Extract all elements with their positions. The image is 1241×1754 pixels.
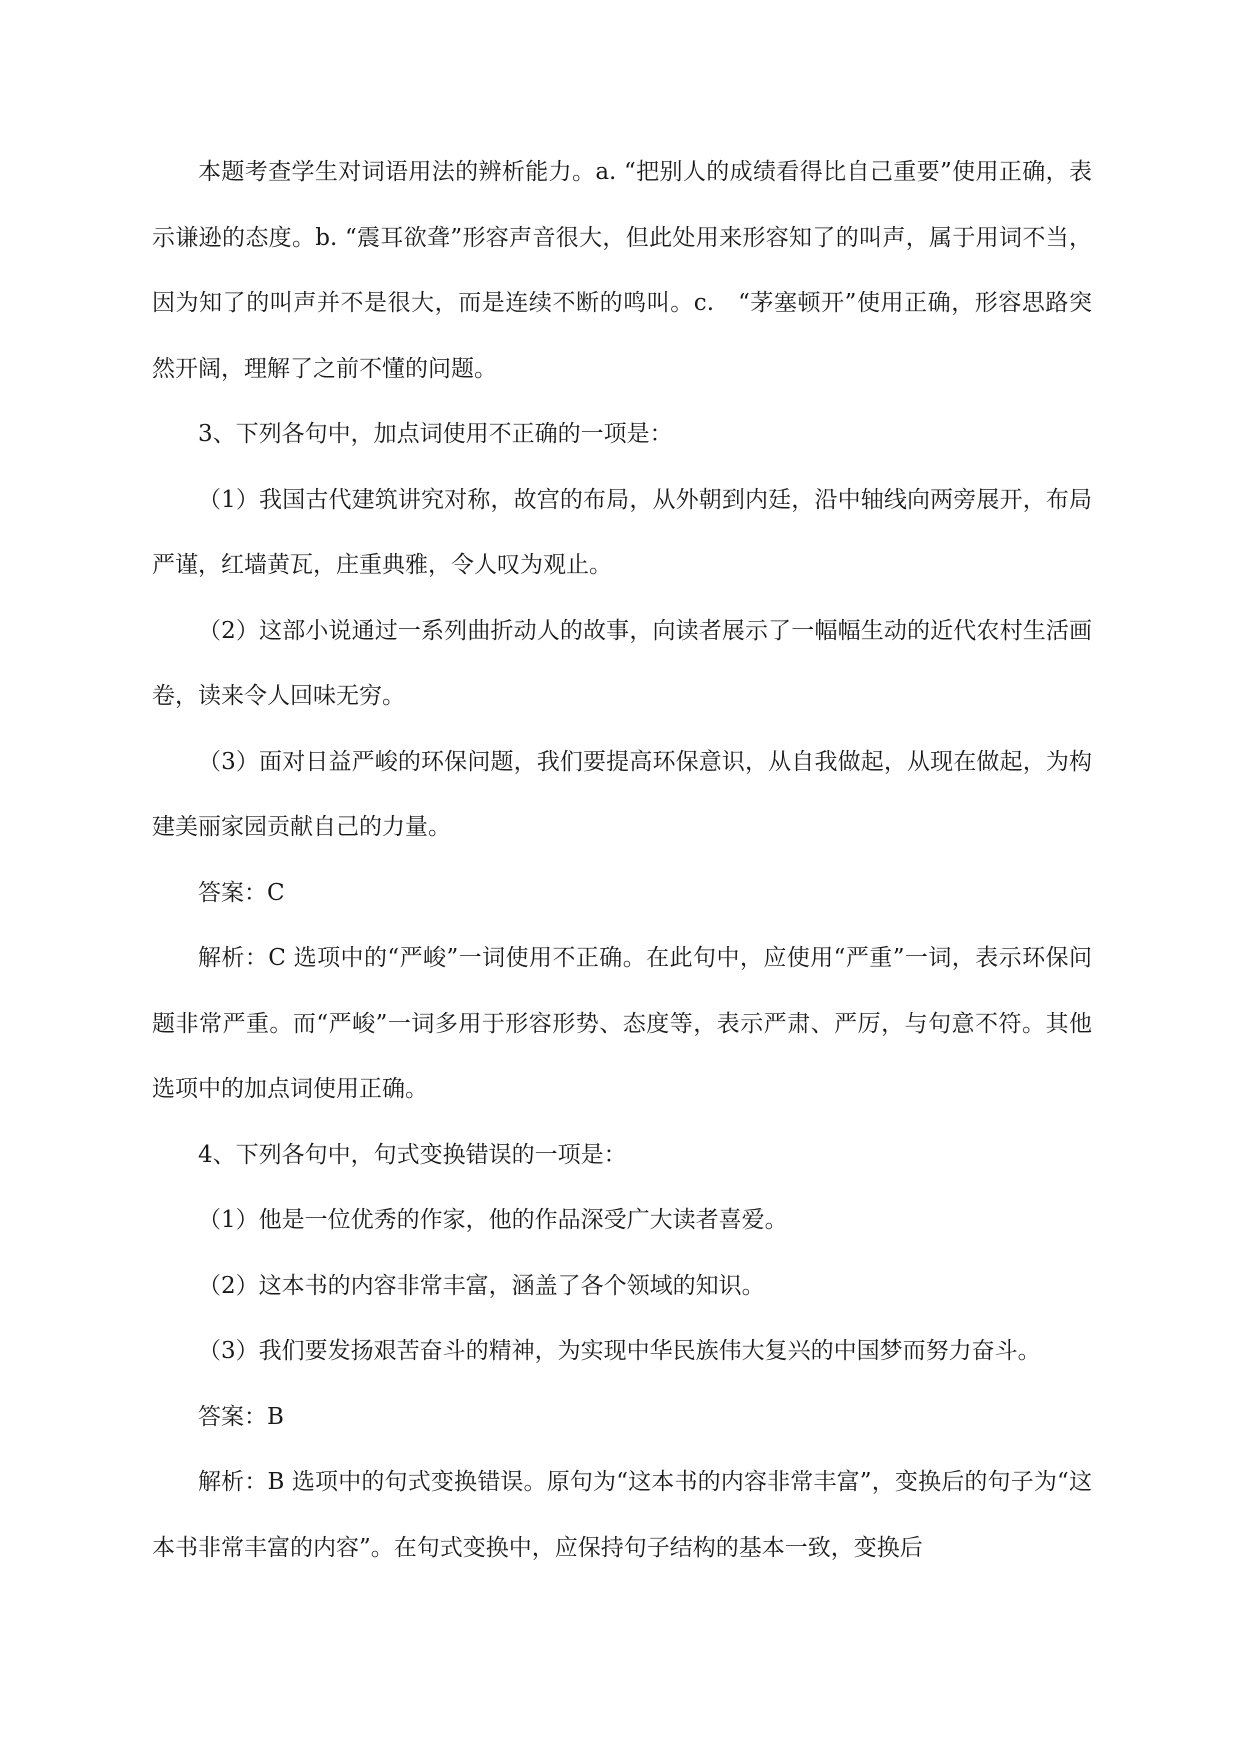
question-4-option-3: （3）我们要发扬艰苦奋斗的精神，为实现中华民族伟大复兴的中国梦而努力奋斗。 xyxy=(198,1338,1041,1364)
question-4-option-2: （2）这本书的内容非常丰富，涵盖了各个领域的知识。 xyxy=(198,1272,765,1299)
question-4-explanation: 解析：B 选项中的句式变换错误。原句为“这本书的内容非常丰富”，变换后的句子为“这本书非常丰富的内容”。在句式变换中，应保持句子结构的基本一致，变换后 xyxy=(152,1469,1092,1561)
paragraph-explanation-q2: 本题考查学生对词语用法的辨析能力。a. “把别人的成绩看得比自己重要”使用正确，表示谦逊的态度。b. “震耳欲聋”形容声音很大，但此处用来形容知了的叫声，属于用词不当，因为知了的叫声并不是很大，而是连续不断的鸣叫。c. “茅塞顿开”使用正确，形容思路突然开阔，理解了之前不懂的问题。 xyxy=(152,159,1092,382)
question-3-stem: 3、下列各句中，加点词使用不正确的一项是： xyxy=(198,421,673,447)
document-body xyxy=(152,140,1092,1581)
question-3-option-3: （3）面对日益严峻的环保问题，我们要提高环保意识，从自我做起，从现在做起，为构建美丽家园贡献自己的力量。 xyxy=(152,748,1092,840)
question-4-stem: 4、下列各句中，句式变换错误的一项是： xyxy=(198,1141,627,1168)
question-4-answer: 答案：B xyxy=(198,1403,284,1430)
question-3-option-1: （1）我国古代建筑讲究对称，故宫的布局，从外朝到内廷，沿中轴线向两旁展开，布局严谨，红墙黄瓦，庄重典雅，令人叹为观止。 xyxy=(152,486,1092,578)
question-3-explanation: 解析：C 选项中的“严峻”一词使用不正确。在此句中，应使用“严重”一词，表示环保问题非常严重。而“严峻”一词多用于形容形势、态度等，表示严肃、严厉，与句意不符。其他选项中的加点词使用正确。 xyxy=(152,945,1092,1102)
question-3-answer: 答案：C xyxy=(198,879,285,906)
question-3-option-2: （2）这部小说通过一系列曲折动人的故事，向读者展示了一幅幅生动的近代农村生活画卷，读来令人回味无穷。 xyxy=(152,617,1092,709)
question-4-option-1: （1）他是一位优秀的作家，他的作品深受广大读者喜爱。 xyxy=(198,1207,788,1233)
